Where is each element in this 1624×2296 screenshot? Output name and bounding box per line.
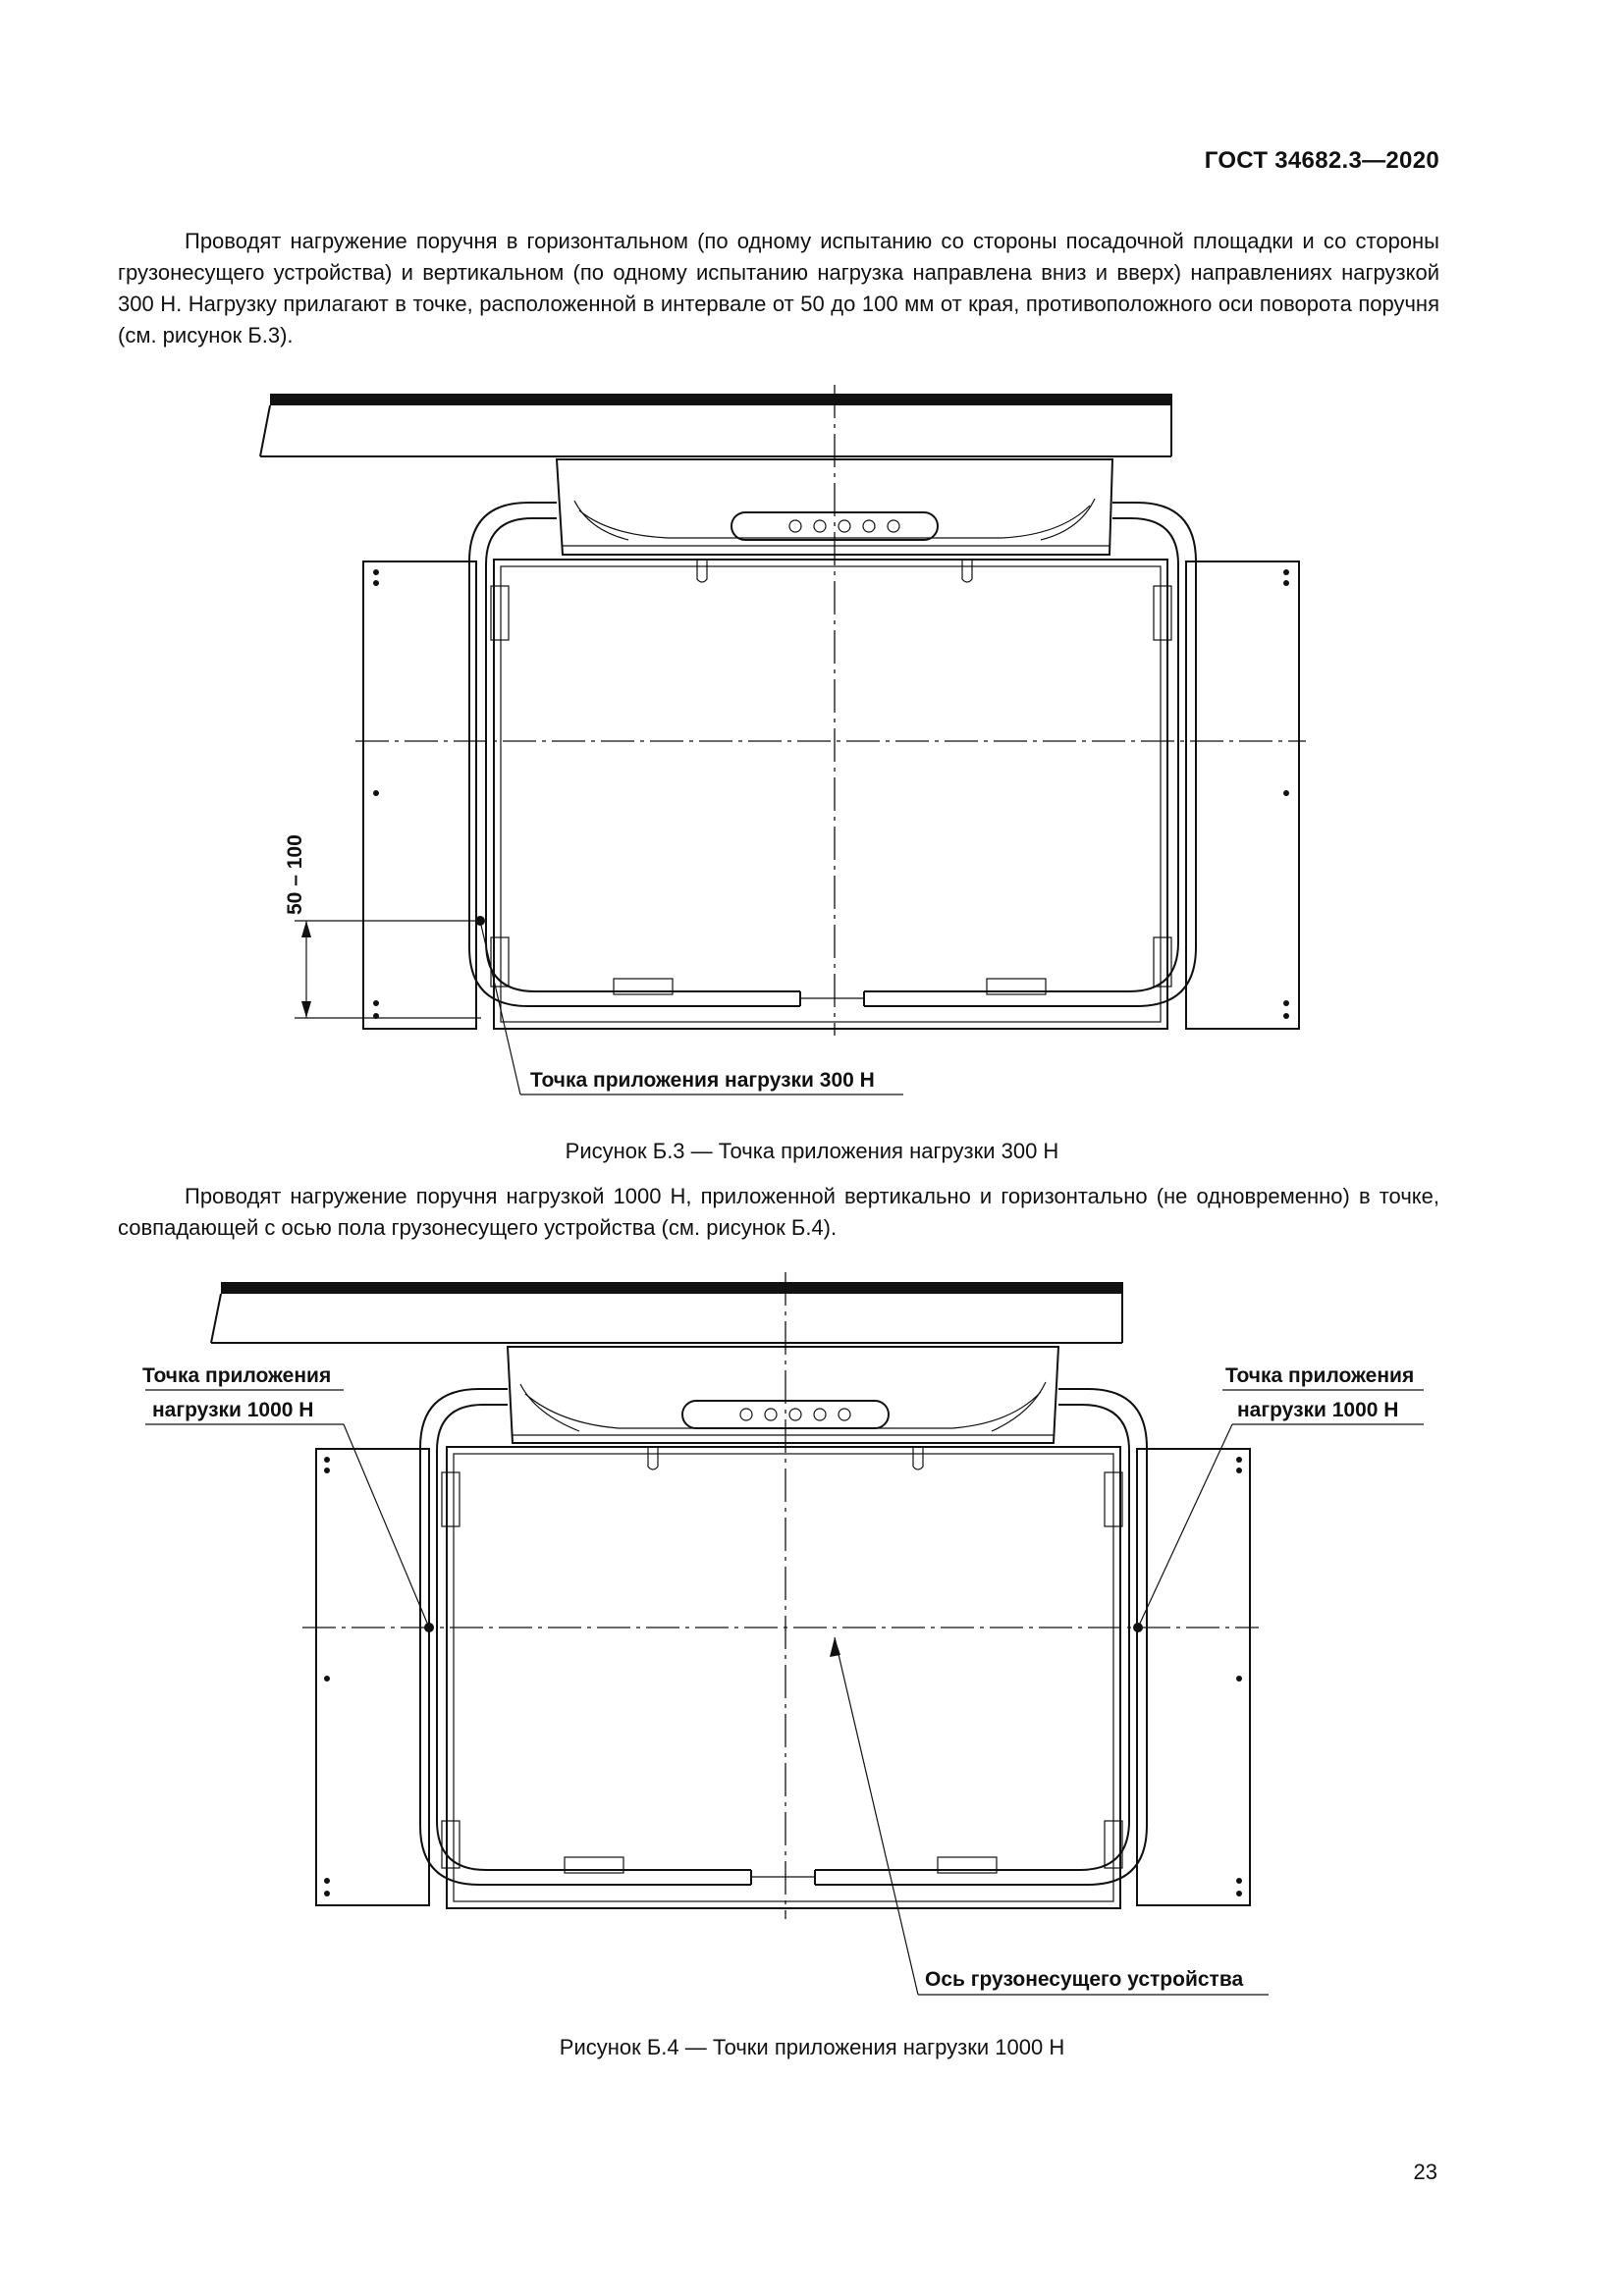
document-code-header: ГОСТ 34682.3—2020 <box>1204 147 1439 174</box>
dimension-50-100 <box>295 921 481 1018</box>
paragraph-text: Проводят нагружение поручня нагрузкой 1000 Н, приложенной вертикально и горизонтально (не одновременно) в точке, совпадающей с осью пола грузонесущего устройства (см. рисунок Б.4). <box>118 1184 1439 1240</box>
car-door-frame <box>447 1447 1120 1908</box>
figure-b3-drawing <box>0 373 1624 1119</box>
handrail-tube <box>420 1389 1147 1885</box>
figure-b4-drawing <box>0 1266 1624 2022</box>
top-slab <box>260 394 1171 456</box>
landing-panels <box>316 1449 1250 1905</box>
dimension-label: 50 – 100 <box>284 834 306 915</box>
figure-b4-caption: Рисунок Б.4 — Точки приложения нагрузки 1000 Н <box>559 2035 1065 2059</box>
load-point-callout: Точка приложения нагрузки 300 Н <box>530 1069 875 1092</box>
left-callout-line2: нагрузки 1000 Н <box>152 1399 314 1421</box>
right-callout-line1: Точка приложения <box>1225 1364 1415 1387</box>
page-number: 23 <box>1413 2160 1437 2184</box>
paragraph-1000n-loading <box>118 1181 1439 1244</box>
landing-panels <box>363 561 1299 1029</box>
axis-callout: Ось грузонесущего устройства <box>925 1968 1244 1991</box>
car-door-frame <box>494 560 1167 1029</box>
handrail-tube <box>469 503 1196 1006</box>
right-callout-line2: нагрузки 1000 Н <box>1237 1399 1399 1421</box>
figure-b3-caption: Рисунок Б.3 — Точка приложения нагрузки 300 Н <box>565 1139 1059 1163</box>
paragraph-text: Проводят нагружение поручня в горизонтальном (по одному испытанию со стороны посадочной площадки и со стороны грузонесущего устройства) и вертикальном (по одному испытанию нагрузка направлена вниз и вверх) направлениях нагрузкой 300 Н. Нагрузку прилагают в точке, расположенной в интервале от 50 до 100 мм от края, противоположного оси поворота поручня (см. рисунок Б.3). <box>118 229 1439 347</box>
handrail-hinge-housing <box>508 1347 1058 1443</box>
paragraph-300n-loading <box>118 226 1439 351</box>
left-callout-line1: Точка приложения <box>142 1364 332 1387</box>
top-slab <box>211 1282 1122 1343</box>
